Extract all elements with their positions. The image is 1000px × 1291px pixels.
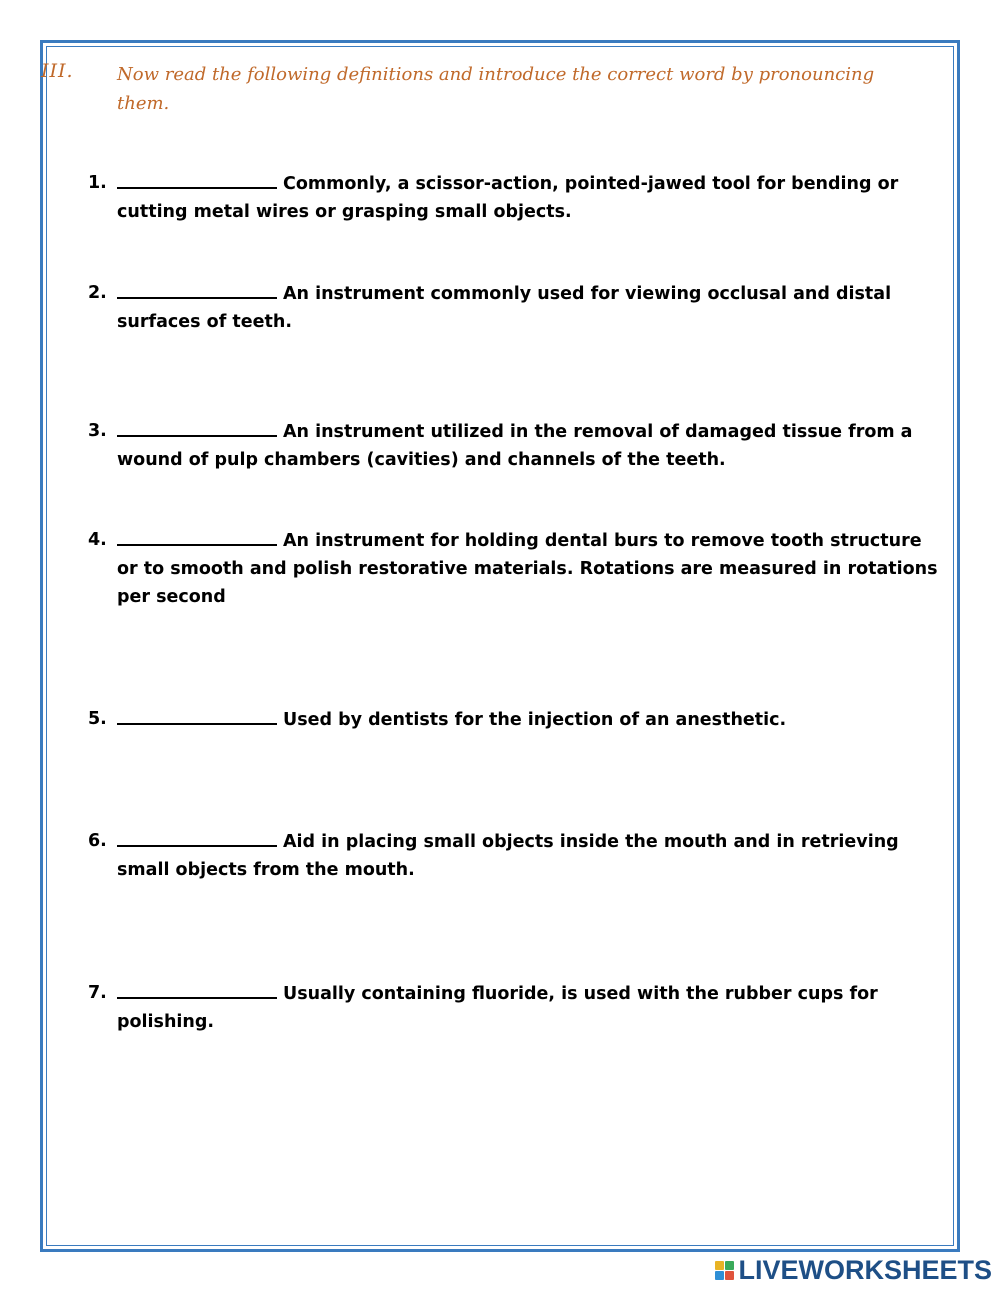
logo-square-yellow — [715, 1261, 724, 1270]
liveworksheets-logo[interactable] — [715, 1255, 992, 1285]
question-definition: An instrument for holding dental burs to remove tooth structure or to smooth and polish restorative materials. Rotations are measured in rotations per second — [117, 531, 938, 607]
question-definition: Aid in placing small objects inside the mouth and in retrieving small objects from the mouth. — [117, 832, 899, 880]
answer-blank-4[interactable] — [117, 526, 277, 546]
question-item-4 — [88, 526, 948, 611]
liveworksheets-logo-icon — [715, 1261, 734, 1280]
answer-blank-1[interactable] — [117, 169, 277, 189]
question-number: 1. — [88, 173, 107, 193]
question-definition: Commonly, a scissor-action, pointed-jawed tool for bending or cutting metal wires or grasping small objects. — [117, 174, 899, 222]
worksheet-frame-inner — [46, 46, 954, 1246]
logo-square-green — [725, 1261, 734, 1270]
instruction-text: Now read the following definitions and introduce the correct word by pronouncing them. — [117, 64, 875, 114]
question-number: 6. — [88, 831, 107, 851]
question-definition: Used by dentists for the injection of an anesthetic. — [283, 710, 787, 730]
question-item-7 — [88, 979, 948, 1036]
answer-blank-7[interactable] — [117, 979, 277, 999]
question-number: 5. — [88, 709, 107, 729]
question-definition: An instrument utilized in the removal of damaged tissue from a wound of pulp chambers (cavities) and channels of the teeth. — [117, 422, 913, 470]
question-item-6 — [88, 827, 948, 884]
logo-square-red — [725, 1271, 734, 1280]
question-number: 4. — [88, 530, 107, 550]
question-definition: An instrument commonly used for viewing occlusal and distal surfaces of teeth. — [117, 284, 892, 332]
answer-blank-5[interactable] — [117, 705, 277, 725]
question-item-1 — [88, 169, 948, 226]
question-item-2 — [88, 279, 948, 336]
answer-blank-3[interactable] — [117, 417, 277, 437]
logo-text: LIVEWORKSHEETS — [738, 1254, 992, 1285]
question-number: 7. — [88, 983, 107, 1003]
question-item-3 — [88, 417, 948, 474]
question-number: 3. — [88, 421, 107, 441]
logo-square-blue — [715, 1271, 724, 1280]
question-item-5 — [88, 705, 948, 734]
section-number: III. — [41, 60, 74, 82]
answer-blank-6[interactable] — [117, 827, 277, 847]
answer-blank-2[interactable] — [117, 279, 277, 299]
question-definition: Usually containing fluoride, is used with the rubber cups for polishing. — [117, 984, 878, 1032]
question-number: 2. — [88, 283, 107, 303]
